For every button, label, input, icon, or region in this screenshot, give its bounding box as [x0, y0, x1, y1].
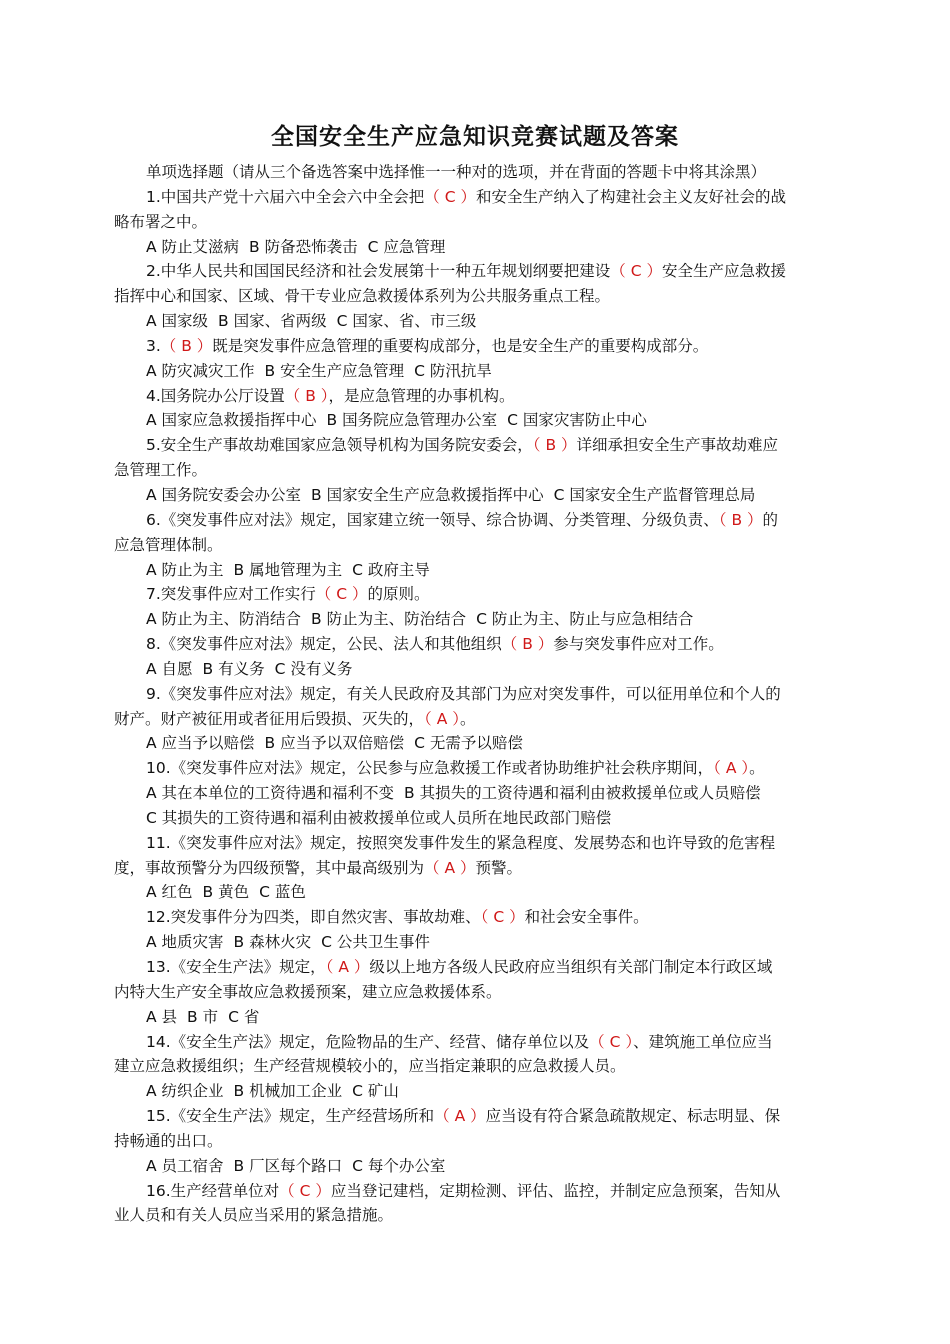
answer-option: C 蓝色: [259, 883, 306, 902]
question-text: 度，事故预警分为四级预警，其中最高级别为: [114, 858, 425, 877]
question-text: 14.《安全生产法》规定，危险物品的生产、经营、储存单位以及: [146, 1032, 590, 1051]
question-line: [114, 284, 842, 309]
question-text: 详细承担安全生产事故劫难应: [576, 436, 779, 455]
answer-mark: （ C ）: [315, 585, 368, 604]
options-row: [114, 483, 842, 508]
question-line: [114, 433, 842, 458]
answer-option: C 省: [228, 1007, 260, 1026]
answer-mark: （ B ）: [160, 336, 213, 355]
answer-option: B 市: [187, 1007, 219, 1026]
answer-mark: （ A ）: [424, 858, 476, 877]
answer-mark: （ A ）: [325, 958, 370, 976]
answer-option: C 防汛抗旱: [414, 361, 492, 380]
question-line: [114, 632, 842, 657]
question-text: 略布署之中。: [114, 212, 208, 231]
question-text: 财产。财产被征用或者征用后毁损、灭失的，: [114, 709, 425, 728]
answer-option: A 地质灾害: [146, 933, 224, 952]
options-row: [114, 930, 842, 955]
options-row: [114, 731, 842, 756]
answer-option: A 员工宿舍: [146, 1156, 224, 1175]
answer-mark: （ B ）: [284, 386, 329, 405]
question-text: 16.生产经营单位对: [146, 1181, 280, 1200]
question-line: [114, 334, 842, 359]
question-text: 和社会安全事件。: [524, 908, 649, 927]
question-text: 既是突发事件应急管理的重要构成部分，也是安全生产的重要构成部分。: [212, 336, 709, 355]
answer-mark: （ A ）: [713, 759, 750, 778]
question-line: [114, 508, 842, 533]
answer-mark: （ B ）: [501, 635, 554, 654]
answer-option: B 其损失的工资待遇和福利由被救援单位或人员赔偿: [404, 784, 761, 803]
question-text: 1.中国共产党十六届六中全会六中全会把: [146, 187, 425, 206]
question-text: 参与突发事件应对工作。: [553, 635, 724, 654]
question-line: [114, 707, 842, 732]
answer-option: A 应当予以赔偿: [146, 734, 255, 753]
question-text: 15.《安全生产法》规定，生产经营场所和: [146, 1107, 435, 1126]
options-row: [114, 806, 842, 831]
question-line: [114, 856, 842, 881]
answer-option: C 国家灾害防止中心: [507, 411, 647, 430]
answer-option: C 防止为主、防止与应急相结合: [476, 610, 694, 629]
question-line: [114, 384, 842, 409]
answer-option: C 国家、省、市三级: [336, 312, 477, 331]
question-text: 持畅通的出口。: [114, 1131, 223, 1150]
question-text: 和安全生产纳入了构建社会主义友好社会的战: [475, 187, 786, 206]
options-row: [114, 235, 842, 260]
answer-option: C 其损失的工资待遇和福利由被救援单位或人员所在地民政部门赔偿: [146, 808, 612, 827]
options-row: [114, 359, 842, 384]
question-text: 预警。: [475, 858, 522, 877]
answer-mark: （ C ）: [589, 1032, 634, 1051]
answer-option: B 属地管理为主: [233, 560, 343, 579]
question-line: [114, 955, 842, 980]
answer-option: B 国务院应急管理办公室: [326, 411, 498, 430]
question-text: 、建筑施工单位应当: [633, 1032, 773, 1051]
question-text: 业人员和有关人员应当采用的紧急措施。: [114, 1206, 394, 1225]
answer-option: A 纺织企业: [146, 1082, 224, 1101]
answer-mark: （ A ）: [434, 1107, 486, 1126]
question-text: 急管理工作。: [114, 461, 208, 480]
question-text: 指挥中心和国家、区域、骨干专业应急救援体系列为公共服务重点工程。: [114, 287, 611, 306]
answer-option: A 防止艾滋病: [146, 237, 240, 256]
answer-option: A 县: [146, 1007, 178, 1026]
options-row: [114, 1154, 842, 1179]
answer-option: B 应当予以双倍赔偿: [264, 734, 405, 753]
options-row: [114, 309, 842, 334]
answer-option: A 国务院安委会办公室: [146, 485, 302, 504]
answer-option: B 国家、省两级: [218, 312, 327, 331]
answer-option: A 防止为主、防消结合: [146, 610, 302, 629]
question-line: [114, 259, 842, 284]
question-text: 安全生产应急救援: [661, 262, 786, 281]
question-line: [114, 756, 842, 781]
question-line: [114, 1179, 842, 1204]
question-line: [114, 582, 842, 607]
answer-option: C 没有义务: [274, 659, 353, 678]
question-text: 3.: [146, 336, 161, 355]
answer-option: C 国家安全生产监督管理总局: [553, 485, 756, 504]
answer-option: A 国家级: [146, 312, 209, 331]
answer-option: A 防止为主: [146, 560, 224, 579]
options-row: [114, 657, 842, 682]
question-line: [114, 1104, 842, 1129]
question-text: 的原则。: [367, 585, 430, 604]
answer-option: B 黄色: [202, 883, 250, 902]
answer-mark: （ C ）: [279, 1181, 331, 1200]
answer-option: C 无需予以赔偿: [414, 734, 523, 753]
question-text: 。: [749, 759, 765, 778]
question-text: 应急管理体制。: [114, 535, 223, 554]
answer-option: B 机械加工企业: [233, 1082, 343, 1101]
options-row: [114, 607, 842, 632]
answer-option: B 有义务: [202, 659, 265, 678]
answer-mark: （ C ）: [480, 908, 525, 927]
options-row: [114, 558, 842, 583]
question-text: 内特大生产安全事故应急救援预案，建立应急救援体系。: [114, 982, 502, 1001]
question-line: [114, 1030, 842, 1055]
question-text: 7.突发事件应对工作实行: [146, 585, 316, 604]
question-text: 建立应急救援组织；生产经营规模较小的，应当指定兼职的应急救援人员。: [114, 1057, 626, 1076]
question-text: 12.突发事件分为四类，即自然灾害、事故劫难、: [146, 908, 481, 927]
answer-option: B 厂区每个路口: [233, 1156, 343, 1175]
answer-mark: （ B ）: [718, 510, 763, 529]
question-line: [114, 185, 842, 210]
answer-option: A 红色: [146, 883, 193, 902]
answer-mark: （ A ）: [424, 709, 460, 728]
page-title: 全国安全生产应急知识竞赛试题及答案: [271, 124, 679, 150]
answer-mark: （ B ）: [532, 436, 577, 455]
question-text: 11.《突发事件应对法》规定，按照突发事件发生的紧急程度、发展势态和也许导致的危害程: [146, 833, 776, 852]
question-line: [114, 458, 842, 483]
question-line: [114, 533, 842, 558]
answer-option: A 自愿: [146, 659, 193, 678]
question-text: 5.安全生产事故劫难国家应急领导机构为国务院安委会，: [146, 436, 533, 455]
question-line: [114, 1129, 842, 1154]
options-row: [114, 880, 842, 905]
answer-option: A 其在本单位的工资待遇和福利不变: [146, 784, 395, 803]
answer-option: B 防备恐怖袭击: [249, 237, 358, 256]
answer-option: B 防止为主、防治结合: [311, 610, 467, 629]
question-text: 6.《突发事件应对法》规定，国家建立统一领导、综合协调、分类管理、分级负责、: [146, 510, 719, 529]
instruction-text: 单项选择题（请从三个备选答案中选择惟一一种对的选项，并在背面的答题卡中将其涂黑）: [146, 163, 767, 181]
answer-option: C 应急管理: [367, 237, 446, 256]
answer-mark: （ C ）: [610, 262, 662, 281]
question-text: 级以上地方各级人民政府应当组织有关部门制定本行政区域: [369, 958, 773, 976]
answer-option: C 公共卫生事件: [321, 933, 430, 952]
answer-option: C 政府主导: [352, 560, 430, 579]
question-line: [114, 210, 842, 235]
answer-option: C 矿山: [352, 1082, 399, 1101]
question-line: [114, 1203, 842, 1228]
question-text: 应当登记建档，定期检测、评估、监控，并制定应急预案，告知从: [330, 1181, 781, 1200]
question-text: 8.《突发事件应对法》规定，公民、法人和其他组织: [146, 635, 502, 654]
options-row: [114, 1005, 842, 1030]
question-line: [114, 905, 842, 930]
answer-option: A 国家应急救援指挥中心: [146, 411, 317, 430]
question-line: [114, 831, 842, 856]
question-text: 的: [762, 510, 779, 529]
question-text: 10.《突发事件应对法》规定，公民参与应急救援工作或者协助维护社会秩序期间，: [146, 759, 714, 778]
question-text: 。: [459, 709, 476, 728]
question-line: [114, 1054, 842, 1079]
question-text: 9.《突发事件应对法》规定，有关人民政府及其部门为应对突发事件，可以征用单位和个人的: [146, 684, 781, 703]
question-text: 13.《安全生产法》规定，: [146, 958, 326, 976]
answer-option: A 防灾减灾工作: [146, 361, 255, 380]
question-text: ，是应急管理的办事机构。: [328, 386, 515, 405]
question-line: [114, 980, 842, 1005]
question-line: [114, 682, 842, 707]
answer-mark: （ C ）: [424, 187, 476, 206]
document-body: [114, 160, 842, 1228]
answer-option: C 每个办公室: [352, 1156, 446, 1175]
answer-option: B 安全生产应急管理: [264, 361, 405, 380]
question-text: 4.国务院办公厅设置: [146, 386, 285, 405]
question-text: 应当设有符合紧急疏散规定、标志明显、保: [485, 1107, 781, 1126]
answer-option: B 森林火灾: [233, 933, 312, 952]
options-row: [114, 408, 842, 433]
options-row: [114, 781, 842, 806]
options-row: [114, 1079, 842, 1104]
question-text: 2.中华人民共和国国民经济和社会发展第十一种五年规划纲要把建设: [146, 262, 611, 281]
answer-option: B 国家安全生产应急救援指挥中心: [311, 485, 544, 504]
